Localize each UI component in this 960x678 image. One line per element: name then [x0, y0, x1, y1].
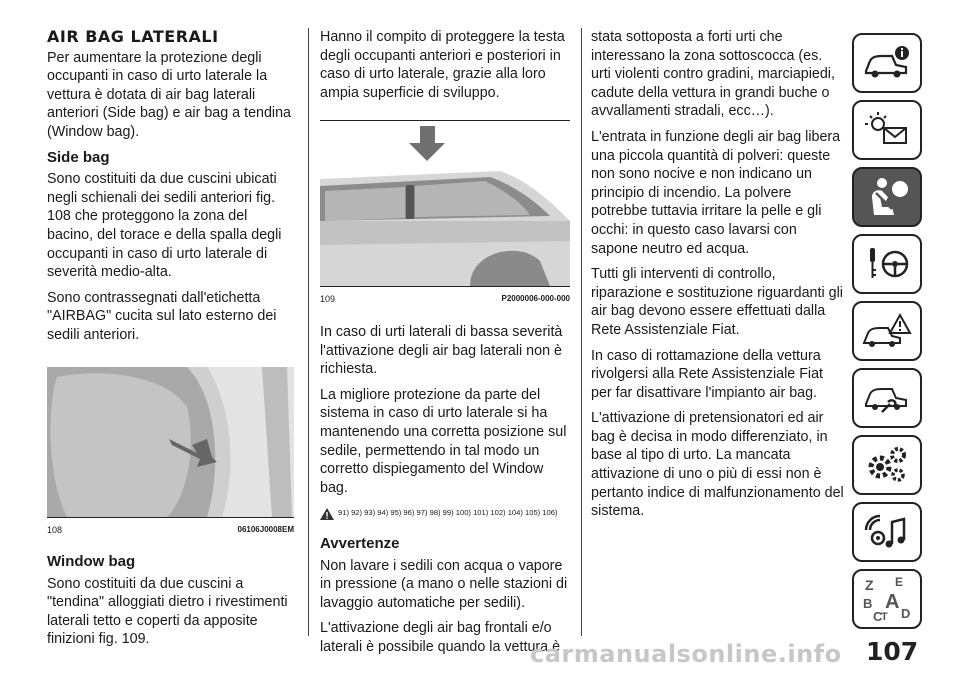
column-middle	[320, 28, 570, 663]
figure-108-caption	[47, 517, 294, 540]
gears-icon	[862, 443, 912, 487]
index-letter: B	[863, 596, 873, 611]
multimedia-icon	[862, 510, 912, 554]
intro-paragraph: Per aumentare la protezione degli occupanti in caso di urto laterale la vettura è dotata di air bag laterali anteriori (Side bag) e air bag a tendina (Window bag).	[47, 49, 291, 140]
washing-paragraph: Non lavare i sedili con acqua o vapore in pressione (a mano o nelle stazioni di lavaggio automatiche per sedili).	[320, 557, 568, 611]
figure-109-number: 109	[320, 294, 336, 305]
side-bag-paragraph-2: Sono contrassegnati dall'etichetta "AIRBAG" cucita sul lato esterno dei sedili anteriori.	[47, 289, 277, 343]
service-paragraph: Tutti gli interventi di controllo, riparazione e sostituzione riguardanti gli air bag devono essere effettuati dalla Rete Assistenziale Fiat.	[591, 266, 843, 338]
figure-109-car	[320, 121, 570, 286]
figure-108-code: 06106J0008EM	[237, 524, 294, 534]
car-info-icon	[862, 43, 912, 83]
tab-technical-data[interactable]	[852, 435, 922, 495]
column-left	[47, 28, 294, 656]
index-letter: T	[881, 611, 888, 623]
tab-multimedia[interactable]	[852, 502, 922, 562]
avvertenze-heading: Avvertenze	[320, 534, 400, 552]
warning-lights-icon	[862, 110, 912, 150]
pretensioner-paragraph: L'attivazione di pretensionatori ed air bag è decisa in modo differenziato, in base al tipo di urto. La mancata attivazione di uno o più di essi non è pertanto indice di malfunzionamento del sistema.	[591, 410, 844, 520]
tab-index[interactable]	[852, 569, 922, 629]
tab-maintenance[interactable]	[852, 368, 922, 428]
index-letter: A	[885, 591, 900, 613]
index-letter: E	[895, 575, 904, 589]
side-bag-heading: Side bag	[47, 148, 110, 166]
warning-triangle-icon	[320, 508, 334, 520]
figure-108-number: 108	[47, 524, 63, 535]
column-divider-2	[581, 28, 582, 636]
car-breakdown-icon	[862, 311, 912, 351]
warning-references-text: 91) 92) 93) 94) 95) 96) 97) 98) 99) 100) 101) 102) 104) 105) 106)	[338, 508, 558, 518]
scrapping-paragraph: In caso di rottamazione della vettura rivolgersi alla Rete Assistenziale Fiat per far disattivare l'impianto air bag.	[591, 347, 824, 401]
airbag-seat-icon	[862, 175, 912, 219]
tab-warning-lights[interactable]	[852, 100, 922, 160]
impact-paragraph: stata sottoposta a forti urti che interessano la zona sottoscocca (es. urti violenti contro gradini, marciapiedi, cadute della vettura in grandi buche o avvallamenti stradali, ecc…).	[591, 29, 835, 120]
activation-paragraph: L'attivazione degli air bag frontali e/o laterali è possibile quando la vettura è	[320, 620, 561, 655]
page-number: 107	[866, 637, 919, 666]
tab-safety-airbag[interactable]	[852, 167, 922, 227]
window-bag-paragraph: Sono costituiti da due cuscini a "tendina" alloggiati dietro i rivestimenti laterali tetto e coperti da apposite finizioni fig. 109.	[47, 575, 288, 648]
warning-references	[320, 504, 570, 523]
seat-illustration	[47, 367, 294, 517]
best-protection-paragraph: La migliore protezione da parte del sistema in caso di urto laterale si ha mantenendo una corretta posizione sul sedile, permettendo in tal modo un corretto dispiegamento del Window bag.	[320, 386, 567, 496]
index-icon	[859, 574, 915, 624]
tab-car-info[interactable]	[852, 33, 922, 93]
column-divider-1	[308, 28, 309, 636]
low-severity-paragraph: In caso di urti laterali di bassa severità l'attivazione degli air bag laterali non è richiesta.	[320, 323, 563, 378]
window-bag-function-paragraph: Hanno il compito di proteggere la testa degli occupanti anteriori e posteriori in caso di urto laterale, grazie alla loro ampia superficie di sviluppo.	[320, 29, 565, 101]
side-bag-paragraph-1: Sono costituiti da due cuscini ubicati negli schienali dei sedili anteriori fig. 108 che proteggono la zona del bacino, del torace e della spalla degli occupanti in caso di urto laterale di severità medio-alta.	[47, 171, 282, 281]
watermark: carmanualsonline.info	[530, 640, 842, 668]
column-right	[591, 28, 844, 528]
chapter-tabs	[852, 33, 922, 636]
car-maintenance-icon	[862, 378, 912, 418]
tab-emergency[interactable]	[852, 301, 922, 361]
figure-109-caption	[320, 286, 570, 309]
index-letter: D	[901, 606, 911, 621]
index-letter: C	[873, 609, 883, 624]
car-side-illustration	[320, 121, 570, 286]
key-steering-icon	[862, 244, 912, 284]
figure-109-code: P2000006-000-000	[501, 294, 570, 304]
tab-starting-driving[interactable]	[852, 234, 922, 294]
figure-108-seat	[47, 367, 294, 517]
index-letter: Z	[865, 577, 874, 593]
window-bag-heading: Window bag	[47, 553, 136, 571]
powder-paragraph: L'entrata in funzione degli air bag libera una piccola quantità di polveri: queste non sono nocive e non indicano un principio di incendio. La polvere potrebbe tuttavia irritare la pelle e gli occhi: in questo caso lavarsi con sapone neutro ed acqua.	[591, 128, 841, 257]
section-title: AIR BAG LATERALI	[47, 27, 219, 46]
